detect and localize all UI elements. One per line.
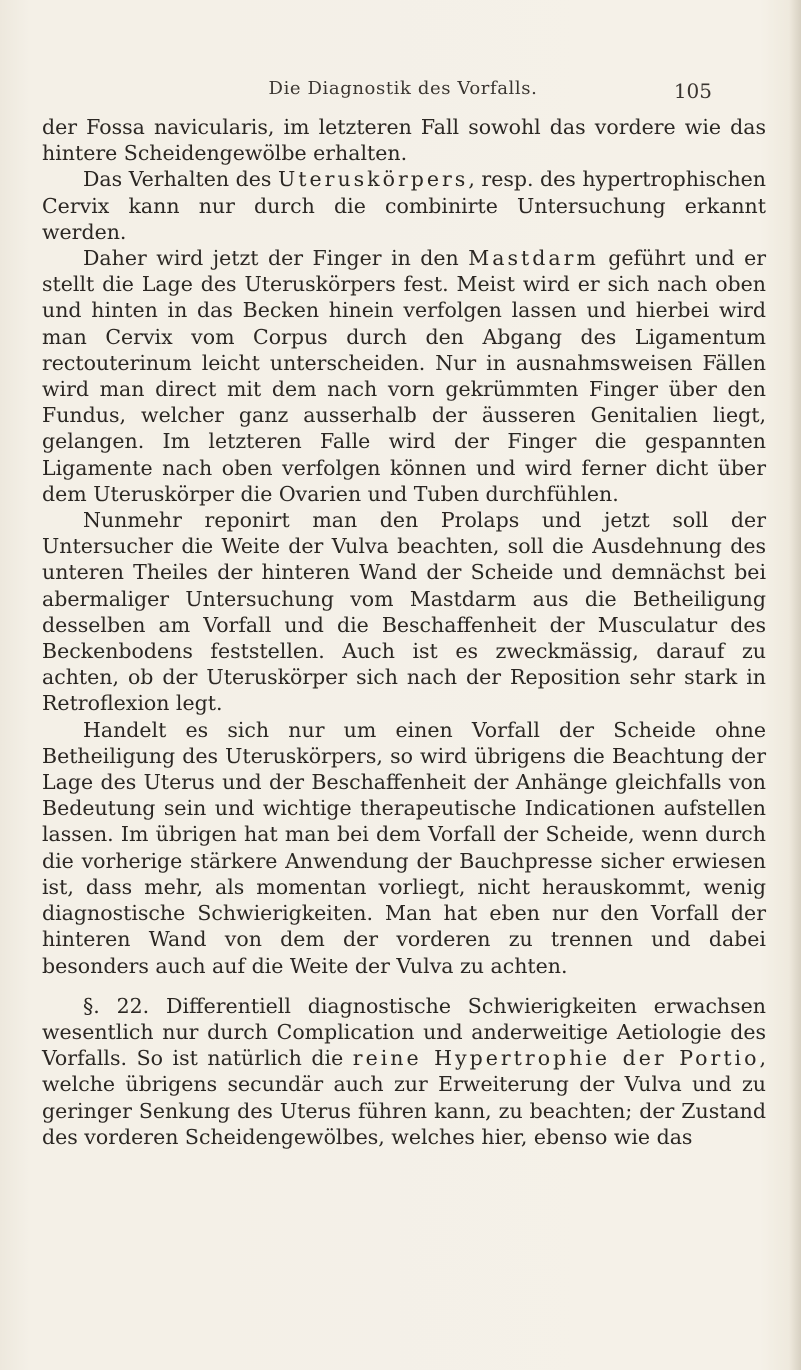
page-number: 105 <box>673 79 712 103</box>
paragraph-text: Nunmehr reponirt man den Prolaps und jetzt soll der Untersucher die Weite der Vulva beachten, soll die Ausdehnung des unteren Theiles der hinteren Wand der Scheide und demnächst bei abermaliger Untersuchung vom Mastdarm aus die Betheiligung desselben am Vorfall und die Beschaffenheit der Musculatur des Beckenbodens feststellen. Auch ist es zweckmässig, darauf zu achten, ob der Uteruskörper sich nach der Reposition sehr stark in Retroflexion legt. <box>42 508 766 716</box>
paragraph-text: Das Verhalten des <box>83 167 279 192</box>
emphasized-term: Uteruskörpers <box>278 167 469 192</box>
paragraph-text: Handelt es sich nur um einen Vorfall der Scheide ohne Betheiligung des Uteruskörpers, so wird übrigens die Beachtung der Lage des Uterus und der Beschaffenheit der Anhänge gleichfalls von Bedeutung sein und wichtige therapeutische Indicationen aufstellen lassen. Im übrigen hat man bei dem Vorfall der Scheide, wenn durch die vorherige stärkere Anwendung der Bauchpresse sicher erwiesen ist, dass mehr, als momentan vorliegt, nicht herauskommt, wenig diagnostische Schwierigkeiten. Man hat eben nur den Vorfall der hinteren Wand von dem der vorderen zu trennen und dabei besonders auch auf die Weite der Vulva zu achten. <box>42 717 766 978</box>
emphasized-term: reine Hypertrophie der Portio <box>352 1046 760 1071</box>
paragraph-text: Daher wird jetzt der Finger in den <box>83 246 469 271</box>
paragraph-text: §. 22. Differentiell diagnostische Schwierigkeiten erwachsen wesentlich nur durch Complication und anderweitige Aetiologie des Vorfalls. So ist natürlich die <box>42 993 766 1071</box>
paragraph-text: , welche übrigens secundär auch zur Erweiterung der Vulva und zu geringer Senkung des Uterus führen kann, zu beachten; der Zustand des vorderen Scheidengewölbes, welches hier, ebenso wie das <box>42 1046 766 1149</box>
paragraph-scheide <box>42 717 766 979</box>
emphasized-term: Mastdarm <box>468 246 599 271</box>
paragraph-text: geführt und er stellt die Lage des Uteruskörpers fest. Meist wird er sich nach oben und hinten in das Becken hinein verfolgen lassen und hierbei wird man Cervix vom Corpus durch den Abgang des Ligamentum rectouterinum leicht unterscheiden. Nur in ausnahmsweisen Fällen wird man direct mit dem nach vorn gekrümmten Finger über den Fundus, welcher ganz ausserhalb der äusseren Genitalien liegt, gelangen. Im letzteren Falle wird der Finger die gespannten Ligamente nach oben verfolgen können und wird ferner dicht über dem Uteruskörper die Ovarien und Tuben durchfühlen. <box>42 246 766 506</box>
paragraph-section-22 <box>42 993 766 1150</box>
paragraph-text: der Fossa navicularis, im letzteren Fall sowohl das vordere wie das hintere Scheidengewölbe erhalten. <box>42 115 766 166</box>
page-header <box>42 78 764 106</box>
paragraph-prolaps <box>42 507 766 717</box>
paragraph-continued <box>42 114 766 166</box>
body-text <box>42 114 766 1150</box>
running-title: Die Diagnostik des Vorfalls. <box>268 78 538 99</box>
paragraph-mastdarm <box>42 245 766 507</box>
paragraph-uteruskoerper <box>42 166 766 245</box>
paragraph-text: , resp. des hypertrophischen Cervix kann nur durch die combinirte Untersuchung erkannt werden. <box>42 167 766 244</box>
page-edge-shadow <box>789 0 801 1370</box>
